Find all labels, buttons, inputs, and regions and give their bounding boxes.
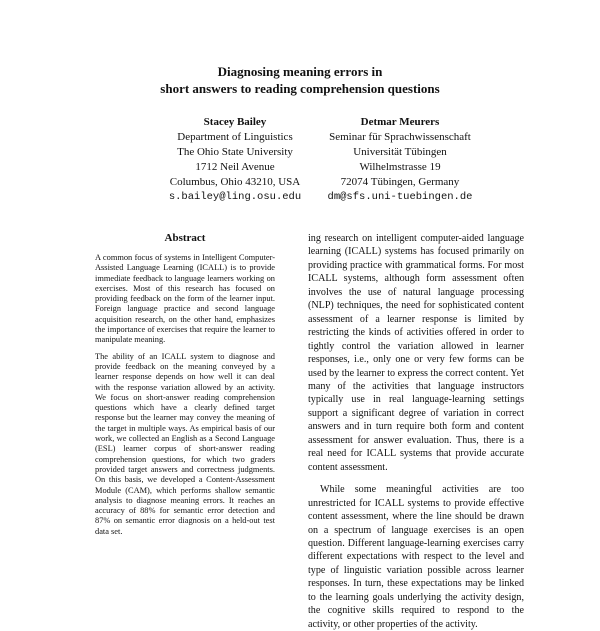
title-line-2: short answers to reading comprehension questions bbox=[160, 81, 440, 96]
abstract-paragraph-2: The ability of an ICALL system to diagnose and provide feedback on the meaning conveyed by a learner response depends on how well it can deal with the response variation allowed by an activity. We focus on short-answer reading comprehension questions which have a clearly defined target response but the learner may convey the meaning of the target in multiple ways. As empirical basis of our work, we collected an English as a Second Language (ESL) learner corpus of short-answer reading comprehension questions, for which two graders provided target answers and correctness judgments. On this basis, we developed a Content-Assessment Module (CAM), which performs shallow semantic analysis to diagnose meaning errors. It reaches an accuracy of 88% for semantic error detection and 87% on semantic error diagnosis on a held-out test data set. bbox=[95, 351, 275, 536]
author-name: Stacey Bailey bbox=[203, 116, 267, 128]
abstract-heading: Abstract bbox=[164, 232, 206, 244]
author-name: Detmar Meurers bbox=[360, 116, 440, 128]
author-street: 1712 Neil Avenue bbox=[195, 161, 275, 173]
title-line-1: Diagnosing meaning errors in bbox=[217, 64, 383, 79]
abstract-body bbox=[95, 253, 275, 543]
author-city: 72074 Tübingen, Germany bbox=[340, 176, 460, 188]
author-block-meurers bbox=[300, 115, 500, 205]
body-paragraph-2: While some meaningful activities are too unrestricted for ICALL systems to provide effective content assessment, where the line should be drawn on a spectrum of language exercises is an open question. Different language-learning exercises carry different expectations with respect to the level and type of linguistic variation possible across learner responses. In turn, these expectations may be linked to the learning goals underlying the activity design, the cognitive skills required to respond to the activity, or other properties of the activity. bbox=[308, 484, 524, 630]
author-institution: Universität Tübingen bbox=[353, 146, 447, 158]
author-email: dm@sfs.uni-tuebingen.de bbox=[327, 191, 473, 203]
paper-title bbox=[0, 63, 600, 97]
abstract-paragraph-1: A common focus of systems in Intelligent Computer-Assisted Language Learning (ICALL) is to provide immediate feedback to language learners working on exercises. Most of this research has focused on providing feedback on the form of the learner input. Foreign language practice and second language acquisition research, on the other hand, emphasizes the importance of exercises that require the learner to manipulate meaning. bbox=[95, 253, 275, 345]
author-city: Columbus, Ohio 43210, USA bbox=[169, 176, 301, 188]
author-email: s.bailey@ling.osu.edu bbox=[168, 191, 302, 203]
body-paragraph-1: ing research on intelligent computer-aided language learning (ICALL) systems has focused primarily on providing practice with grammatical forms. For most ICALL systems, although form assessment often involves the use of natural language processing (NLP) techniques, the need for sophisticated content assessment of a learner response is limited by restricting the kinds of activities offered in order to tightly control the variation allowed in learner responses, i.e., only one or very few forms can be used by the learner to express the correct content. Yet many of the activities that language instructors typically use in real language-learning settings support a significant degree of variation in correct answers and in turn require both form and content assessment for answer evaluation. Thus, there is a real need for ICALL systems that provide accurate content assessment. bbox=[308, 233, 524, 473]
body-column bbox=[308, 232, 524, 630]
author-department: Seminar für Sprachwissenschaft bbox=[329, 131, 471, 143]
author-department: Department of Linguistics bbox=[177, 131, 293, 143]
author-institution: The Ohio State University bbox=[177, 146, 293, 158]
author-street: Wilhelmstrasse 19 bbox=[359, 161, 441, 173]
